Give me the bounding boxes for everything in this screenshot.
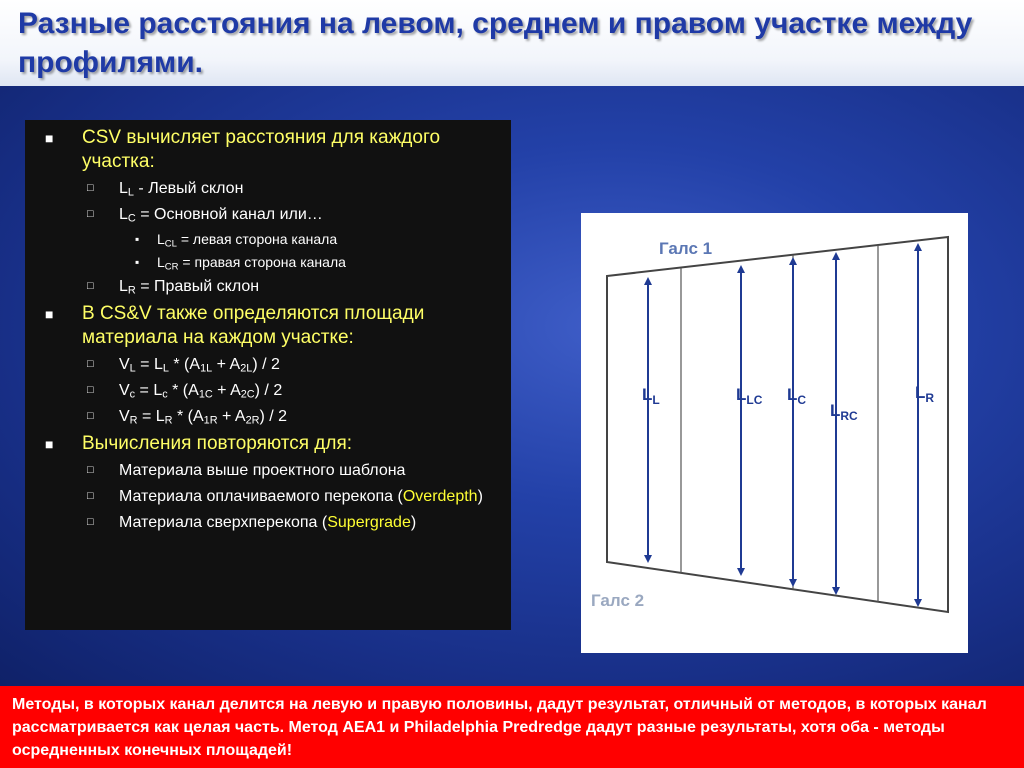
- bullet-vr: □ $V_R = L_R * (A_{1R} + A_{2R}) / 2$: [87, 408, 288, 427]
- bullet-overdepth: □ Материала оплачиваемого перекопа (Overdepth): [87, 488, 483, 505]
- square-bullet-icon: ■: [45, 130, 54, 146]
- bullet-repeat: ■ Вычисления повторяются для:: [45, 433, 353, 454]
- label-lrc: $L_{RC}$: [830, 401, 858, 423]
- bullet-csv-areas: ■ В CS&V также определяются площади материала на каждом участке:: [45, 303, 425, 348]
- hollow-square-bullet-icon: □: [87, 516, 94, 528]
- bullet-supergrade: □ Материала сверхперекопа (Supergrade): [87, 514, 417, 531]
- bullet-vc: □ $V_c = L_c * (A_{1C} + A_{2C}) / 2$: [87, 382, 283, 401]
- profile-outline: [607, 237, 948, 612]
- gals2-label: Галс 2: [591, 591, 645, 610]
- bullet-lr: □ $L_R$ = Правый склон: [87, 278, 260, 297]
- hollow-square-bullet-icon: □: [87, 358, 94, 370]
- square-bullet-icon: ■: [45, 436, 54, 452]
- hollow-square-bullet-icon: □: [87, 182, 94, 194]
- bullet-lc: □ $L_C$ = Основной канал или…: [87, 206, 323, 225]
- bullet-vl: □ $V_L = L_L * (A_{1L} + A_{2L}) / 2$: [87, 356, 280, 375]
- label-ll: $L_L$: [642, 385, 660, 407]
- slide-title: Разные расстояния на левом, среднем и правом участке между профилями.: [18, 7, 973, 79]
- hollow-square-bullet-icon: □: [87, 208, 94, 220]
- square-bullet-icon: ■: [45, 306, 54, 322]
- bullet-ll: □ $L_L$ - Левый склон: [87, 180, 244, 199]
- label-lr: $L_R$: [915, 383, 935, 405]
- bullet-panel: [25, 120, 511, 630]
- gals1-label: Галс 1: [659, 239, 713, 258]
- hollow-square-bullet-icon: □: [87, 384, 94, 396]
- dot-bullet-icon: ▪: [135, 232, 140, 246]
- hollow-square-bullet-icon: □: [87, 280, 94, 292]
- profile-diagram-svg: [581, 213, 968, 653]
- profile-diagram: [581, 213, 968, 653]
- hollow-square-bullet-icon: □: [87, 410, 94, 422]
- hollow-square-bullet-icon: □: [87, 490, 94, 502]
- bullet-material-above: □ Материала выше проектного шаблона: [87, 462, 406, 479]
- label-lc: $L_C$: [787, 385, 807, 407]
- footer-text: Методы, в которых канал делится на левую и правую половины, дадут результат, отличный от методов, в которых канал рассматривается как целая часть. Метод AEA1 и Philadelphia Predredge дадут разные результаты, хотя оба - методы осредненных конечных площадей!: [12, 696, 987, 759]
- bullet-csv: ■ CSV вычисляет расстояния для каждого участка:: [45, 127, 441, 172]
- bullet-lcr: ▪ $L_{CR}$ = правая сторона канала: [135, 254, 346, 273]
- footer-note: [0, 686, 1024, 768]
- bullet-lcl: ▪ $L_{CL}$ = левая сторона канала: [135, 231, 338, 250]
- title-bar: [0, 0, 1024, 86]
- label-llc: $L_{LC}$: [736, 385, 763, 407]
- dot-bullet-icon: ▪: [135, 255, 140, 269]
- bullet-list: [35, 126, 503, 533]
- hollow-square-bullet-icon: □: [87, 464, 94, 476]
